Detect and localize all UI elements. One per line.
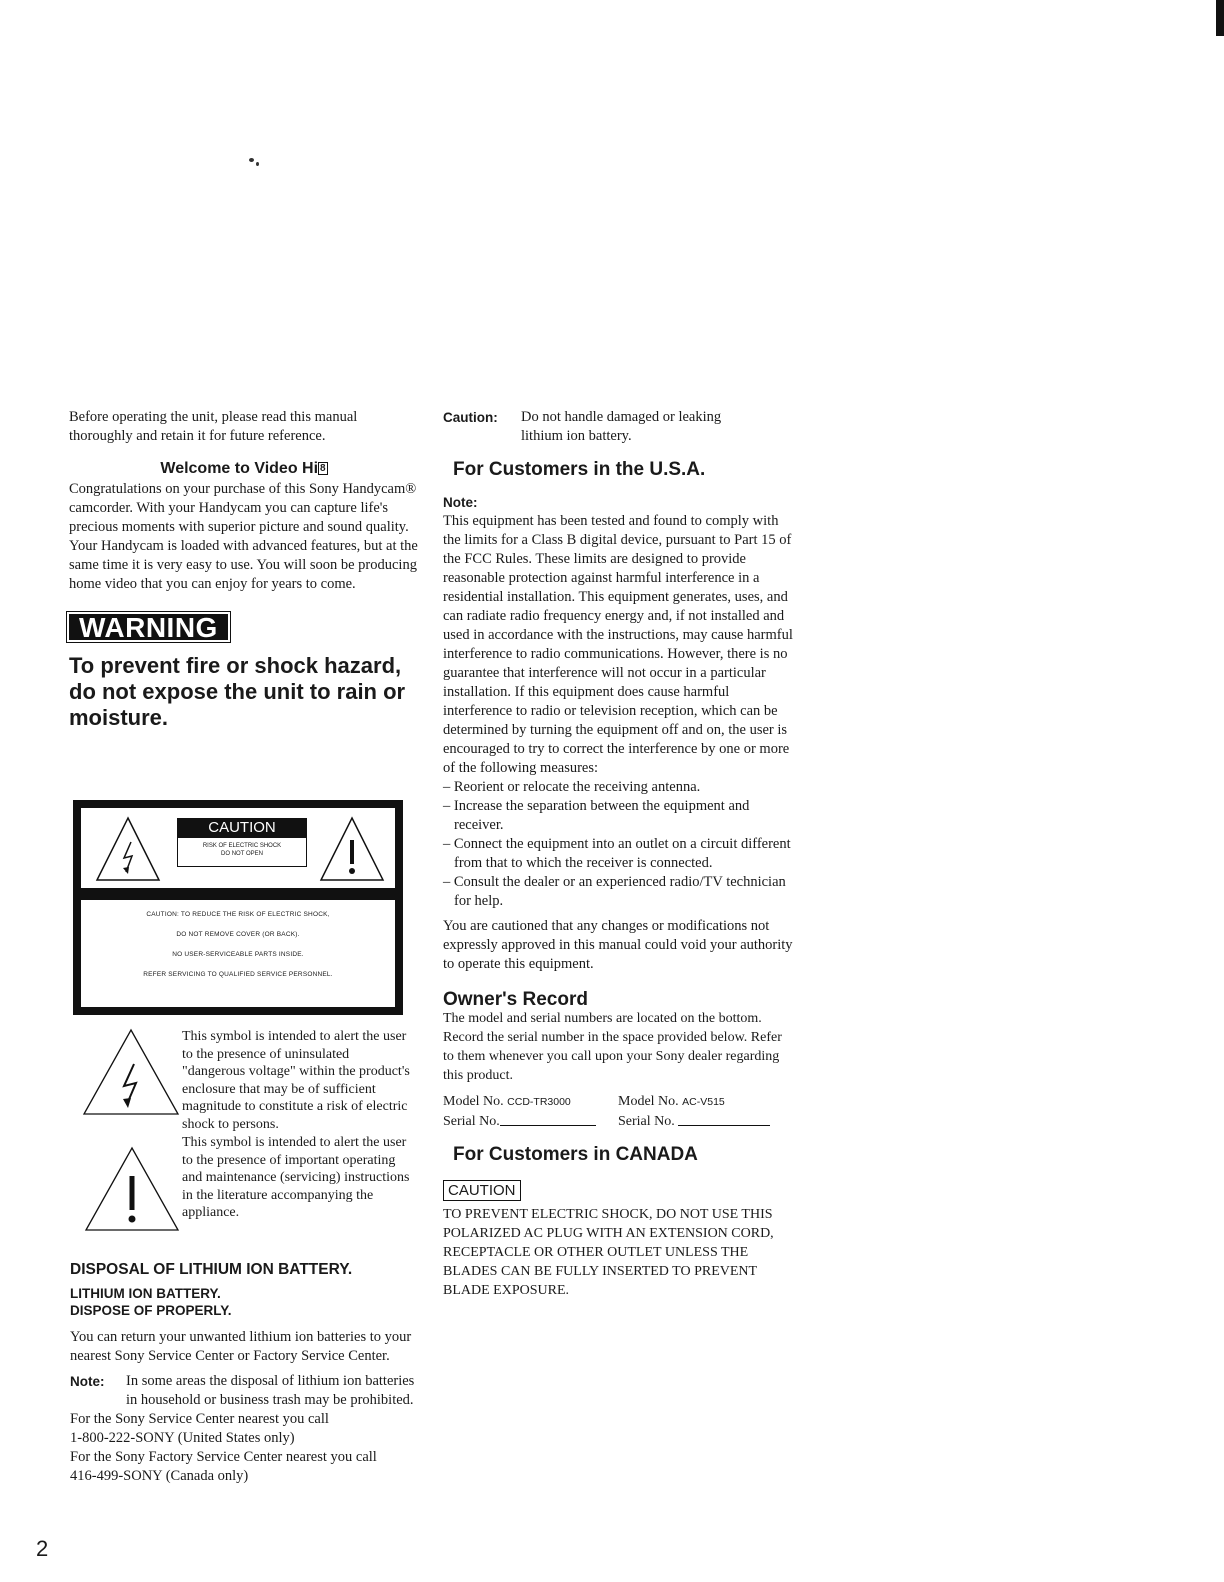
fcc-statement: This equipment has been tested and found to comply with the limits for a Class B digital device, pursuant to Part 15 of the FCC Rules. These limits are designed to provide reasonable protection against harmful interference in a residential installation. This equipment generates, uses, and can radiate radio frequency energy and, if not installed and used in accordance with the instructions, may cause harmful interference to radio communications. However, there is no guarantee that interference will not occur in a particular installation. If this equipment does cause harmful interference to radio or television reception, which can be determined by turning the equipment off and on, the user is encouraged to try to correct the interference by one or more of the following measures:: [443, 513, 793, 776]
service-center-phone: 1-800-222-SONY (United States only): [70, 1430, 295, 1446]
factory-center-line: For the Sony Factory Service Center nearest you call: [70, 1449, 377, 1465]
scan-speck: [249, 158, 254, 162]
caution-inline-text: Do not handle damaged or leaking lithium ion battery.: [521, 409, 722, 444]
owners-record-heading: Owner's Record: [443, 989, 588, 1010]
list-item: – Consult the dealer or an experienced radio/TV technician for help.: [443, 874, 786, 909]
lightning-triangle-icon: [93, 814, 163, 884]
list-item: – Increase the separation between the equipment and receiver.: [443, 798, 750, 833]
intro-paragraph: Before operating the unit, please read this manual thoroughly and retain it for future reference.: [69, 409, 358, 444]
service-center-line: For the Sony Service Center nearest you call: [70, 1411, 329, 1427]
hi8-badge: 8: [320, 463, 326, 474]
warning-text: To prevent fire or shock hazard, do not expose the unit to rain or moisture.: [69, 653, 406, 730]
caution-label-line: REFER SERVICING TO QUALIFIED SERVICE PERSONNEL.: [143, 971, 333, 978]
scan-edge-mark: [1216, 0, 1224, 36]
caution-label-top: [81, 808, 395, 888]
factory-center-phone: 416-499-SONY (Canada only): [70, 1468, 249, 1484]
caution-label-title: CAUTION: [177, 818, 307, 838]
note-text: In some areas the disposal of lithium ion batteries in household or business trash may be prohibited.: [126, 1373, 415, 1408]
serial-number-blank: [678, 1113, 770, 1126]
interference-measures-list: [443, 778, 793, 911]
welcome-heading: Welcome to Video Hi 8: [160, 460, 326, 477]
caution-label-graphic: [73, 800, 403, 1015]
serial-number-row: Serial No. Serial No.: [443, 1112, 793, 1131]
disposal-heading: DISPOSAL OF LITHIUM ION BATTERY.: [70, 1261, 353, 1278]
welcome-paragraph-2: Your Handycam is loaded with advanced features, but at the same time it is very easy to use. You will soon be producing home video that you can enjoy for years to come.: [69, 538, 418, 592]
battery-caution: [443, 408, 793, 446]
model-number-adapter: AC-V515: [682, 1096, 725, 1108]
caution-inline-label: Caution:: [443, 410, 498, 425]
warning-badge: WARNING: [69, 614, 228, 640]
instructions-symbol-explanation: This symbol is intended to alert the user to the presence of important operating and maintenance (servicing) instructions in the literature accompanying the appliance.: [182, 1135, 410, 1220]
scan-speck: [256, 162, 259, 166]
caution-label-subtitle: RISK OF ELECTRIC SHOCK DO NOT OPEN: [177, 838, 307, 867]
caution-label-line: NO USER-SERVICEABLE PARTS INSIDE.: [172, 951, 304, 958]
left-column: [69, 408, 419, 731]
disposal-section: [70, 1260, 420, 1486]
usa-note-label: Note:: [443, 495, 478, 510]
caution-label-bottom: [81, 900, 395, 1007]
model-number-row: Model No. CCD-TR3000 Model No. AC-V515: [443, 1094, 725, 1109]
list-item: – Reorient or relocate the receiving antenna.: [443, 779, 701, 795]
usa-heading: For Customers in the U.S.A.: [453, 459, 706, 480]
voltage-symbol-explanation: This symbol is intended to alert the user to the presence of uninsulated "dangerous voltage" within the product's enclosure that may be of sufficient magnitude to constitute a risk of electric shock to persons.: [182, 1029, 410, 1132]
page-number: 2: [36, 1536, 49, 1561]
disposal-subheading: LITHIUM ION BATTERY.: [70, 1286, 221, 1301]
serial-number-blank: [500, 1113, 596, 1126]
caution-label-line: CAUTION: TO REDUCE THE RISK OF ELECTRIC SHOCK,: [146, 911, 330, 918]
welcome-paragraph-1: Congratulations on your purchase of this Sony Handycam® camcorder. With your Handycam you can capture life's precious moments with superior picture and sound quality.: [69, 481, 417, 535]
canada-caution-text: TO PREVENT ELECTRIC SHOCK, DO NOT USE THIS POLARIZED AC PLUG WITH AN EXTENSION CORD, RECEPTACLE OR OTHER OUTLET UNLESS THE BLADES CAN BE FULLY INSERTED TO PREVENT BLADE EXPOSURE.: [443, 1207, 774, 1298]
right-column: [443, 408, 793, 1300]
disposal-paragraph: You can return your unwanted lithium ion batteries to your nearest Sony Service Center or Factory Service Center.: [70, 1329, 412, 1364]
lightning-triangle-icon: [82, 1028, 180, 1116]
model-number-camcorder: CCD-TR3000: [507, 1096, 571, 1108]
caution-label-line: DO NOT REMOVE COVER (OR BACK).: [176, 931, 300, 938]
disposal-subheading: DISPOSE OF PROPERLY.: [70, 1303, 232, 1318]
list-item: – Connect the equipment into an outlet on a circuit different from that to which the receiver is connected.: [443, 836, 791, 871]
canada-caution-box: CAUTION: [443, 1180, 521, 1201]
exclamation-triangle-icon: [317, 814, 387, 884]
exclamation-triangle-icon: [84, 1146, 180, 1232]
modification-warning: You are cautioned that any changes or modifications not expressly approved in this manual could void your authority to operate this equipment.: [443, 918, 793, 972]
disposal-note: [70, 1372, 420, 1410]
note-label: Note:: [70, 1374, 105, 1389]
canada-heading: For Customers in CANADA: [453, 1144, 698, 1165]
owners-record-paragraph: The model and serial numbers are located on the bottom. Record the serial number in the space provided below. Refer to them whenever you call upon your Sony dealer regarding this product.: [443, 1011, 782, 1083]
